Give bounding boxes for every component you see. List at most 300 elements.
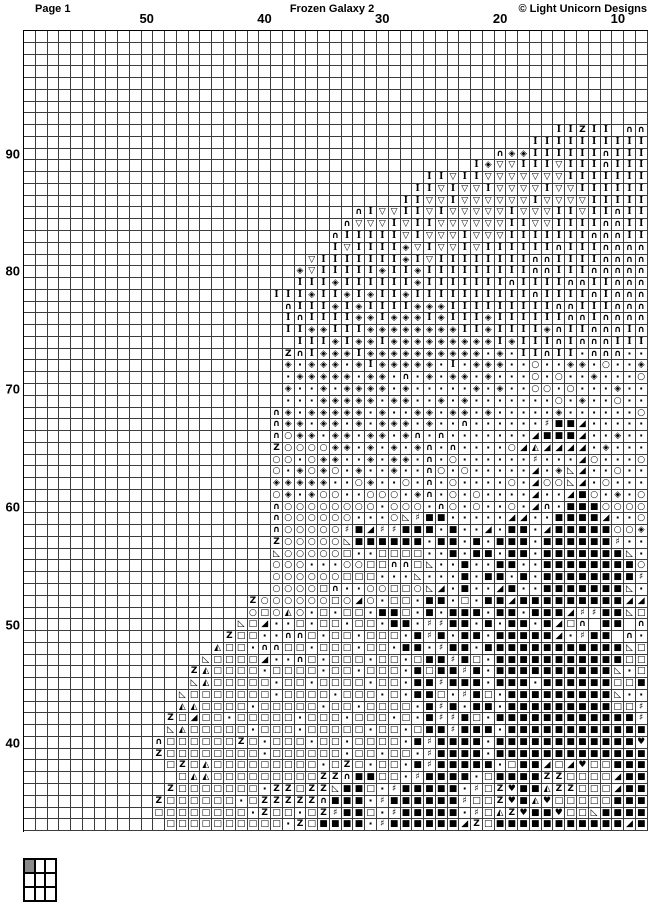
grid-cell xyxy=(212,396,224,408)
grid-cell: ◢ xyxy=(577,431,589,443)
grid-cell: ∩ xyxy=(553,243,565,255)
grid-cell: ◈ xyxy=(636,525,648,537)
grid-cell xyxy=(142,702,154,714)
grid-cell: I xyxy=(636,184,648,196)
grid-cell: · xyxy=(448,690,460,702)
grid-cell: · xyxy=(436,408,448,420)
grid-cell xyxy=(248,125,260,137)
grid-cell: □ xyxy=(177,808,189,820)
grid-cell xyxy=(189,90,201,102)
grid-cell xyxy=(118,302,130,314)
grid-cell: ▽ xyxy=(377,207,389,219)
grid-cell xyxy=(24,149,36,161)
grid-cell: ◈ xyxy=(330,455,342,467)
grid-cell: Z xyxy=(165,713,177,725)
grid-cell xyxy=(95,337,107,349)
grid-cell: ◺ xyxy=(271,549,283,561)
grid-cell: · xyxy=(459,384,471,396)
grid-cell: ◈ xyxy=(318,325,330,337)
grid-cell: □ xyxy=(177,713,189,725)
grid-cell xyxy=(412,137,424,149)
grid-cell xyxy=(142,502,154,514)
grid-cell: ◈ xyxy=(306,372,318,384)
grid-cell xyxy=(248,207,260,219)
grid-cell xyxy=(95,255,107,267)
grid-cell xyxy=(153,819,165,831)
grid-cell: · xyxy=(506,455,518,467)
grid-cell: ♯ xyxy=(424,737,436,749)
grid-cell xyxy=(342,90,354,102)
grid-cell: ◈ xyxy=(365,478,377,490)
grid-cell: · xyxy=(530,560,542,572)
grid-cell xyxy=(200,490,212,502)
grid-cell xyxy=(118,172,130,184)
grid-cell xyxy=(283,219,295,231)
grid-cell: ○ xyxy=(295,443,307,455)
grid-cell: ▽ xyxy=(495,231,507,243)
grid-cell: □ xyxy=(483,772,495,784)
grid-cell: ■ xyxy=(401,537,413,549)
grid-cell: ■ xyxy=(412,631,424,643)
grid-cell: □ xyxy=(636,608,648,620)
grid-cell xyxy=(24,196,36,208)
grid-cell: ▽ xyxy=(506,184,518,196)
grid-cell: ∩ xyxy=(601,160,613,172)
grid-cell: ♯ xyxy=(448,655,460,667)
grid-cell: □ xyxy=(189,796,201,808)
grid-cell: ■ xyxy=(542,725,554,737)
grid-cell: ■ xyxy=(612,749,624,761)
grid-cell: · xyxy=(636,466,648,478)
grid-cell xyxy=(130,431,142,443)
grid-cell xyxy=(236,184,248,196)
grid-cell: I xyxy=(518,349,530,361)
grid-cell: I xyxy=(506,302,518,314)
grid-cell xyxy=(189,596,201,608)
row-label-50: 50 xyxy=(5,617,20,633)
grid-cell xyxy=(95,408,107,420)
grid-cell xyxy=(436,137,448,149)
grid-cell xyxy=(506,66,518,78)
grid-cell: ◺ xyxy=(589,808,601,820)
grid-cell: Z xyxy=(342,760,354,772)
grid-cell: ◢ xyxy=(553,631,565,643)
grid-cell xyxy=(224,184,236,196)
grid-cell xyxy=(401,102,413,114)
grid-cell xyxy=(130,796,142,808)
grid-cell xyxy=(259,325,271,337)
grid-cell: · xyxy=(553,455,565,467)
grid-cell: · xyxy=(483,419,495,431)
grid-cell: □ xyxy=(436,690,448,702)
grid-cell xyxy=(177,55,189,67)
grid-cell xyxy=(424,66,436,78)
grid-cell xyxy=(71,102,83,114)
grid-cell xyxy=(377,137,389,149)
grid-cell: · xyxy=(471,408,483,420)
grid-cell: ▽ xyxy=(483,172,495,184)
grid-cell: ∩ xyxy=(424,455,436,467)
grid-cell xyxy=(200,102,212,114)
grid-cell xyxy=(130,466,142,478)
grid-cell xyxy=(200,478,212,490)
grid-cell: ■ xyxy=(412,796,424,808)
grid-cell xyxy=(71,55,83,67)
grid-cell: · xyxy=(471,572,483,584)
grid-cell xyxy=(24,431,36,443)
grid-cell: ■ xyxy=(565,702,577,714)
grid-cell: □ xyxy=(236,772,248,784)
grid-cell: ■ xyxy=(448,702,460,714)
grid-cell: □ xyxy=(389,749,401,761)
grid-cell xyxy=(71,43,83,55)
grid-cell: ■ xyxy=(412,808,424,820)
grid-cell: ■ xyxy=(542,560,554,572)
grid-cell xyxy=(118,196,130,208)
grid-cell: ■ xyxy=(518,737,530,749)
grid-cell xyxy=(59,549,71,561)
grid-cell: · xyxy=(401,631,413,643)
grid-cell: I xyxy=(365,255,377,267)
grid-cell: I xyxy=(636,337,648,349)
grid-cell: ■ xyxy=(436,666,448,678)
grid-cell: □ xyxy=(601,796,613,808)
grid-cell: ■ xyxy=(506,525,518,537)
grid-cell xyxy=(495,66,507,78)
grid-cell xyxy=(177,78,189,90)
grid-cell: □ xyxy=(624,655,636,667)
grid-cell: □ xyxy=(248,749,260,761)
grid-cell xyxy=(177,149,189,161)
grid-cell xyxy=(118,619,130,631)
grid-cell: □ xyxy=(177,819,189,831)
grid-cell xyxy=(189,349,201,361)
grid-cell xyxy=(95,172,107,184)
grid-cell: □ xyxy=(330,678,342,690)
grid-cell: · xyxy=(471,584,483,596)
grid-cell xyxy=(200,643,212,655)
grid-cell xyxy=(59,713,71,725)
grid-cell: ◈ xyxy=(365,396,377,408)
grid-cell xyxy=(83,396,95,408)
grid-cell xyxy=(212,290,224,302)
grid-cell: ◈ xyxy=(577,360,589,372)
grid-cell xyxy=(189,655,201,667)
grid-cell: ■ xyxy=(412,819,424,831)
grid-cell xyxy=(259,549,271,561)
grid-cell xyxy=(71,666,83,678)
grid-cell xyxy=(118,408,130,420)
grid-cell xyxy=(106,408,118,420)
grid-cell: · xyxy=(601,466,613,478)
grid-cell xyxy=(106,255,118,267)
grid-cell: □ xyxy=(377,678,389,690)
grid-cell: I xyxy=(471,266,483,278)
grid-cell: ■ xyxy=(542,819,554,831)
grid-cell xyxy=(259,478,271,490)
grid-cell xyxy=(59,560,71,572)
grid-cell: I xyxy=(459,231,471,243)
grid-cell: ■ xyxy=(530,655,542,667)
grid-cell: · xyxy=(518,419,530,431)
grid-cell: I xyxy=(353,349,365,361)
grid-cell xyxy=(200,349,212,361)
grid-cell xyxy=(106,478,118,490)
grid-cell xyxy=(153,43,165,55)
grid-cell: · xyxy=(318,655,330,667)
page-map-cell xyxy=(24,873,35,887)
grid-cell: □ xyxy=(377,702,389,714)
grid-cell xyxy=(153,31,165,43)
grid-cell: ■ xyxy=(577,725,589,737)
grid-cell xyxy=(271,372,283,384)
grid-cell xyxy=(59,207,71,219)
grid-cell: ■ xyxy=(589,560,601,572)
grid-cell xyxy=(106,443,118,455)
grid-cell xyxy=(118,525,130,537)
grid-cell xyxy=(83,160,95,172)
grid-cell: ■ xyxy=(530,643,542,655)
grid-cell: ■ xyxy=(553,419,565,431)
grid-cell: ♯ xyxy=(436,713,448,725)
grid-cell xyxy=(165,666,177,678)
grid-cell xyxy=(83,690,95,702)
grid-cell: ○ xyxy=(330,549,342,561)
grid-cell: □ xyxy=(601,760,613,772)
grid-cell xyxy=(106,725,118,737)
grid-cell: ∩ xyxy=(459,419,471,431)
grid-cell xyxy=(24,113,36,125)
grid-cell xyxy=(24,90,36,102)
grid-cell xyxy=(177,278,189,290)
grid-cell: · xyxy=(577,408,589,420)
grid-cell: ▽ xyxy=(565,196,577,208)
grid-cell: · xyxy=(377,596,389,608)
grid-cell: I xyxy=(589,196,601,208)
grid-cell: ■ xyxy=(342,808,354,820)
grid-cell xyxy=(471,137,483,149)
grid-cell xyxy=(142,631,154,643)
grid-cell xyxy=(36,125,48,137)
grid-cell xyxy=(142,290,154,302)
grid-cell xyxy=(106,290,118,302)
grid-cell xyxy=(259,66,271,78)
grid-cell xyxy=(83,643,95,655)
grid-cell: ◈ xyxy=(295,431,307,443)
grid-cell xyxy=(636,66,648,78)
grid-cell: □ xyxy=(271,702,283,714)
grid-cell: ■ xyxy=(636,749,648,761)
grid-cell: I xyxy=(530,196,542,208)
grid-cell: □ xyxy=(200,808,212,820)
grid-cell xyxy=(48,749,60,761)
grid-cell: ■ xyxy=(495,666,507,678)
grid-cell xyxy=(48,384,60,396)
grid-cell xyxy=(95,266,107,278)
grid-cell: ∩ xyxy=(601,313,613,325)
grid-cell: ◈ xyxy=(448,372,460,384)
grid-cell xyxy=(83,608,95,620)
grid-cell: · xyxy=(283,396,295,408)
grid-cell: ◈ xyxy=(483,372,495,384)
grid-cell xyxy=(271,125,283,137)
grid-cell xyxy=(236,408,248,420)
grid-cell xyxy=(142,302,154,314)
grid-cell xyxy=(306,231,318,243)
grid-cell: I xyxy=(518,243,530,255)
grid-cell: Z xyxy=(283,784,295,796)
grid-cell: · xyxy=(424,537,436,549)
grid-cell: I xyxy=(495,266,507,278)
grid-cell: ◈ xyxy=(377,384,389,396)
grid-cell: ○ xyxy=(283,513,295,525)
grid-cell: ○ xyxy=(283,572,295,584)
grid-cell: ○ xyxy=(365,502,377,514)
grid-cell xyxy=(95,678,107,690)
grid-cell xyxy=(24,702,36,714)
grid-cell: · xyxy=(459,478,471,490)
grid-cell xyxy=(165,455,177,467)
grid-cell xyxy=(200,619,212,631)
grid-cell: ∩ xyxy=(424,478,436,490)
grid-cell: ○ xyxy=(377,584,389,596)
grid-cell: ■ xyxy=(565,749,577,761)
grid-cell xyxy=(59,78,71,90)
grid-cell xyxy=(130,207,142,219)
grid-cell: ▽ xyxy=(471,184,483,196)
grid-cell: ∩ xyxy=(636,278,648,290)
grid-cell: ◈ xyxy=(436,302,448,314)
grid-cell xyxy=(212,537,224,549)
grid-cell xyxy=(177,631,189,643)
grid-cell xyxy=(518,31,530,43)
grid-cell: ∩ xyxy=(271,643,283,655)
grid-cell: □ xyxy=(283,760,295,772)
grid-cell: □ xyxy=(224,784,236,796)
grid-cell xyxy=(83,431,95,443)
grid-cell: ◭ xyxy=(189,702,201,714)
grid-cell xyxy=(95,737,107,749)
grid-cell xyxy=(553,102,565,114)
grid-cell: ▽ xyxy=(577,207,589,219)
grid-cell xyxy=(271,325,283,337)
grid-cell: · xyxy=(436,490,448,502)
grid-cell: ■ xyxy=(436,760,448,772)
grid-cell xyxy=(36,266,48,278)
grid-cell xyxy=(471,55,483,67)
grid-cell: □ xyxy=(295,678,307,690)
grid-cell xyxy=(248,478,260,490)
grid-cell: ∩ xyxy=(330,584,342,596)
grid-cell: · xyxy=(412,713,424,725)
grid-cell: □ xyxy=(636,666,648,678)
grid-cell xyxy=(142,490,154,502)
grid-cell: I xyxy=(518,160,530,172)
grid-cell xyxy=(177,255,189,267)
grid-cell: ■ xyxy=(530,760,542,772)
grid-cell xyxy=(106,560,118,572)
grid-cell xyxy=(448,43,460,55)
grid-cell: ◈ xyxy=(377,349,389,361)
grid-cell xyxy=(83,172,95,184)
grid-cell: ■ xyxy=(389,537,401,549)
grid-cell xyxy=(177,549,189,561)
grid-cell: · xyxy=(471,596,483,608)
grid-cell: ▽ xyxy=(495,160,507,172)
grid-cell: I xyxy=(448,278,460,290)
grid-cell xyxy=(71,290,83,302)
grid-cell: I xyxy=(518,219,530,231)
grid-cell xyxy=(365,137,377,149)
grid-cell xyxy=(189,102,201,114)
grid-cell xyxy=(224,231,236,243)
grid-cell: ○ xyxy=(283,455,295,467)
grid-cell xyxy=(295,184,307,196)
grid-cell xyxy=(236,608,248,620)
grid-cell: · xyxy=(483,396,495,408)
grid-cell: □ xyxy=(295,702,307,714)
grid-cell xyxy=(542,66,554,78)
grid-cell xyxy=(424,55,436,67)
grid-cell xyxy=(224,78,236,90)
grid-cell xyxy=(130,396,142,408)
grid-cell: ∩ xyxy=(624,290,636,302)
grid-cell: · xyxy=(612,360,624,372)
grid-cell xyxy=(48,349,60,361)
grid-cell xyxy=(506,137,518,149)
grid-cell xyxy=(165,572,177,584)
grid-cell xyxy=(83,55,95,67)
grid-cell xyxy=(165,137,177,149)
grid-cell: ◈ xyxy=(424,302,436,314)
grid-cell xyxy=(71,584,83,596)
grid-cell: I xyxy=(271,290,283,302)
grid-cell xyxy=(412,31,424,43)
grid-cell xyxy=(365,66,377,78)
grid-cell: I xyxy=(577,302,589,314)
grid-cell xyxy=(189,302,201,314)
grid-cell: ○ xyxy=(601,360,613,372)
grid-cell: ○ xyxy=(530,360,542,372)
grid-cell xyxy=(236,66,248,78)
grid-cell xyxy=(106,349,118,361)
grid-cell xyxy=(177,31,189,43)
grid-cell: I xyxy=(542,278,554,290)
grid-cell: ∩ xyxy=(636,255,648,267)
grid-cell xyxy=(236,125,248,137)
grid-cell: · xyxy=(306,419,318,431)
grid-cell xyxy=(271,384,283,396)
grid-cell xyxy=(200,90,212,102)
grid-cell xyxy=(36,431,48,443)
grid-cell xyxy=(424,113,436,125)
grid-cell: ■ xyxy=(624,796,636,808)
grid-cell xyxy=(95,31,107,43)
grid-cell xyxy=(153,172,165,184)
grid-cell: ○ xyxy=(306,525,318,537)
grid-cell: ◈ xyxy=(577,396,589,408)
grid-cell xyxy=(142,666,154,678)
grid-cell: □ xyxy=(224,702,236,714)
grid-cell: □ xyxy=(342,608,354,620)
grid-cell xyxy=(318,78,330,90)
grid-cell: ♥ xyxy=(553,808,565,820)
grid-cell xyxy=(224,160,236,172)
grid-cell xyxy=(248,537,260,549)
grid-cell: ∩ xyxy=(283,631,295,643)
grid-cell xyxy=(224,149,236,161)
grid-cell: · xyxy=(436,360,448,372)
